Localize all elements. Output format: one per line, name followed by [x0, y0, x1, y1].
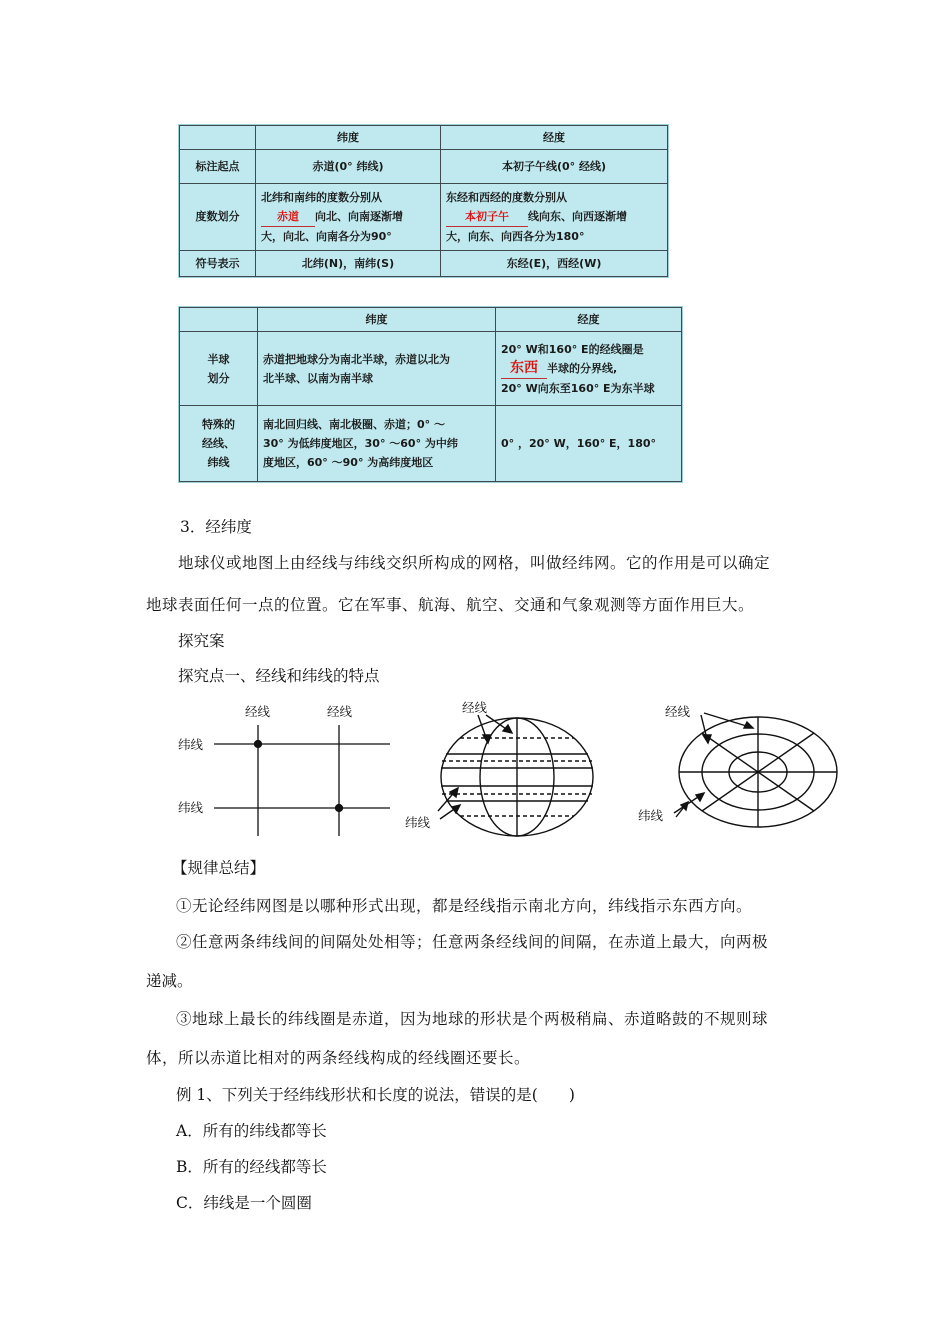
table1-row3-lat: 北纬(N)，南纬(S): [256, 250, 441, 276]
table1-row3-lon: 东经(E)，西经(W): [441, 250, 668, 276]
table2-row1-lat-line2: 北半球、以南为南半球: [263, 371, 373, 385]
table1-header-lat: 纬度: [256, 126, 441, 150]
table2-row1-label-b: 划分: [207, 371, 230, 385]
summary-heading: 【规律总结】: [172, 859, 266, 877]
table2-row2-lat-line2: 30° 为低纬度地区，30° ～60° 为中纬: [263, 437, 458, 450]
table1-row2-lon: [441, 184, 668, 250]
table1-row2-label: 度数划分: [180, 184, 256, 250]
explore-heading: 探究案: [178, 632, 225, 650]
table1-row1-lat: 赤道(0° 纬线): [256, 150, 441, 184]
rule-3-line-2: 体，所以赤道比相对的两条经线构成的经线圈还要长。: [146, 1049, 531, 1067]
polar-meridian-arrowhead-2: [744, 722, 753, 728]
lat-lon-table-2: [178, 306, 683, 483]
globe-meridian-arrowhead-1: [483, 735, 491, 743]
polar-parallel-label: 纬线: [638, 808, 664, 823]
paragraph-line-2: 地球表面任何一点的位置。它在军事、航海、航空、交通和气象观测等方面作用巨大。: [146, 596, 755, 614]
table2-row2-label: [180, 406, 258, 482]
table2-row1-lon-line2: 半球的分界线,: [547, 361, 618, 375]
table1-row1-lon: 本初子午线(0° 经线): [441, 150, 668, 184]
grid-point-2: [336, 805, 343, 812]
paragraph-line-1: 地球仪或地图上由经线与纬线交织所构成的网格，叫做经纬网。它的作用是可以确定: [178, 554, 771, 572]
polar-meridian-arrowhead-1: [703, 735, 711, 743]
table1-header-lon: 经度: [441, 126, 668, 150]
option-c: C．纬线是一个圆圈: [176, 1194, 312, 1212]
table1-row2-lat-line2: 向北、向南逐渐增: [315, 210, 403, 224]
table2-header-lon: 经度: [496, 308, 682, 332]
table2-row1-lon-line3: 20° W向东至160° E为东半球: [501, 381, 655, 395]
grid-point-1: [255, 741, 262, 748]
table1-row2-lat: [256, 184, 441, 250]
grid-parallel-label-1: 纬线: [178, 737, 204, 752]
grid-diagram: [214, 725, 390, 836]
globe-meridian-label: 经线: [462, 700, 488, 715]
lat-lon-table-1: [178, 124, 669, 278]
table1-row2-lon-fill: 本初子午: [446, 207, 528, 227]
table2-row2-lat-line3: 度地区，60° ～90° 为高纬度地区: [263, 456, 434, 469]
table2-row2-label-b: 经线、: [202, 437, 235, 450]
table2-row2-lat-line1: 南北回归线、南北极圈、赤道；0° ～: [263, 418, 445, 431]
option-b: B．所有的经线都等长: [176, 1158, 327, 1176]
option-a: A．所有的纬线都等长: [176, 1122, 327, 1140]
rule-3-line-1: ③地球上最长的纬线圈是赤道，因为地球的形状是个两极稍扁、赤道略鼓的不规则球: [176, 1010, 769, 1028]
table1-row2-lat-line3: 大，向北、向南各分为90°: [261, 230, 392, 244]
globe-parallel-label: 纬线: [405, 815, 431, 830]
table2-row1-lon-line1: 20° W和160° E的经线圈是: [501, 342, 644, 356]
table2-row1-lat: [258, 332, 496, 406]
polar-diagram: [674, 713, 837, 827]
table1-row2-lat-fill: 赤道: [261, 207, 315, 227]
table1-row2-lon-line1: 东经和西经的度数分别从: [446, 191, 567, 205]
table1-row3-label: 符号表示: [180, 250, 256, 276]
table1-row1-label: 标注起点: [180, 150, 256, 184]
example-question: 例 1、下列关于经纬线形状和长度的说法，错误的是( ): [176, 1086, 575, 1104]
table1-row2-lat-line1: 北纬和南纬的度数分别从: [261, 191, 382, 205]
table1-row2-lon-line2: 线向东、向西逐渐增: [528, 210, 627, 224]
globe-meridian-arrowhead-2: [503, 725, 512, 733]
rule-2-line-1: ②任意两条纬线间的间隔处处相等；任意两条经线间的间隔，在赤道上最大，向两极: [176, 933, 769, 951]
table2-row1-lat-line1: 赤道把地球分为南北半球，赤道以北为: [263, 352, 450, 366]
table1-corner: [180, 126, 256, 150]
section-heading: 3．经纬度: [180, 518, 252, 536]
table2-header-lat: 纬度: [258, 308, 496, 332]
globe-parallel-arrowhead-2: [452, 805, 460, 813]
table2-row1-label: [180, 332, 258, 406]
table2-row2-lat: [258, 406, 496, 482]
table1-row2-lon-line3: 大，向东、向西各分为180°: [446, 230, 585, 244]
grid-meridian-label-1: 经线: [245, 704, 271, 719]
graticule-diagrams: [160, 695, 860, 845]
grid-meridian-label-2: 经线: [327, 704, 353, 719]
rule-2-line-2: 递减。: [146, 972, 193, 990]
table2-corner: [180, 308, 258, 332]
polar-meridian-label: 经线: [665, 704, 691, 719]
table2-row2-label-a: 特殊的: [202, 418, 235, 431]
table2-row2-lon: 0° ，20° W，160° E，180°: [496, 406, 682, 482]
table2-row2-label-c: 纬线: [207, 456, 230, 469]
table2-row1-label-a: 半球: [207, 352, 230, 366]
explore-point-heading: 探究点一、经线和纬线的特点: [178, 667, 380, 685]
globe-diagram: [438, 715, 593, 836]
grid-parallel-label-2: 纬线: [178, 800, 204, 815]
rule-1: ①无论经纬网图是以哪种形式出现，都是经线指示南北方向，纬线指示东西方向。: [176, 897, 753, 915]
table2-row1-lon: [496, 332, 682, 406]
polar-parallel-arrowhead-1: [696, 793, 704, 801]
table2-row1-lon-fill: 东西: [501, 359, 547, 379]
